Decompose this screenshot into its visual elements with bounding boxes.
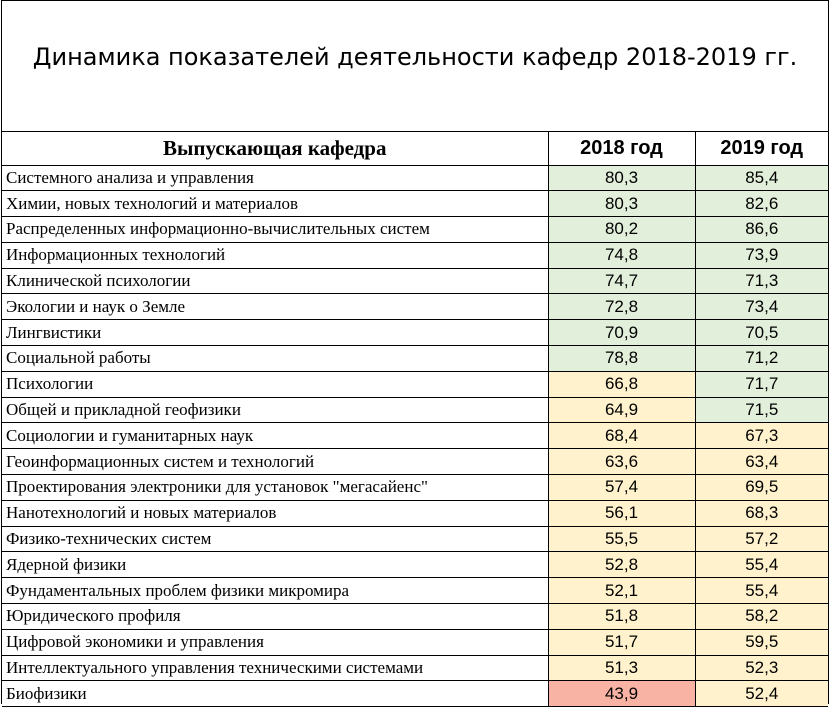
department-name-cell[interactable]: Нанотехнологий и новых материалов	[2, 500, 548, 526]
table-row	[2, 552, 828, 578]
value-2019-cell[interactable]: 73,4	[695, 294, 828, 320]
department-name-cell[interactable]: Геоинформационных систем и технологий	[2, 449, 548, 475]
value-2018-cell[interactable]: 72,8	[548, 294, 695, 320]
value-2019-cell[interactable]: 82,6	[695, 191, 828, 217]
department-name-cell[interactable]: Лингвистики	[2, 320, 548, 346]
value-2018-cell[interactable]: 57,4	[548, 475, 695, 501]
header-2019[interactable]: 2019 год	[695, 132, 828, 165]
table-row	[2, 346, 828, 372]
table-body	[2, 165, 828, 707]
table-row	[2, 191, 828, 217]
value-2018-cell[interactable]: 56,1	[548, 500, 695, 526]
value-2019-cell[interactable]: 68,3	[695, 500, 828, 526]
value-2019-cell[interactable]: 52,4	[695, 681, 828, 707]
value-2019-cell[interactable]: 71,3	[695, 268, 828, 294]
value-2018-cell[interactable]: 64,9	[548, 397, 695, 423]
value-2018-cell[interactable]: 80,2	[548, 217, 695, 243]
value-2019-cell[interactable]: 73,9	[695, 242, 828, 268]
value-2018-cell[interactable]: 66,8	[548, 371, 695, 397]
department-name-cell[interactable]: Юридического профиля	[2, 604, 548, 630]
table-row	[2, 371, 828, 397]
table-row	[2, 397, 828, 423]
value-2018-cell[interactable]: 43,9	[548, 681, 695, 707]
table-row	[2, 604, 828, 630]
value-2018-cell[interactable]: 74,7	[548, 268, 695, 294]
value-2018-cell[interactable]: 63,6	[548, 449, 695, 475]
department-name-cell[interactable]: Интеллектуального управления техническими системами	[2, 655, 548, 681]
table-row	[2, 423, 828, 449]
value-2018-cell[interactable]: 51,8	[548, 604, 695, 630]
department-name-cell[interactable]: Клинической психологии	[2, 268, 548, 294]
value-2019-cell[interactable]: 63,4	[695, 449, 828, 475]
table-row	[2, 500, 828, 526]
value-2019-cell[interactable]: 59,5	[695, 629, 828, 655]
table-row	[2, 681, 828, 707]
department-name-cell[interactable]: Психологии	[2, 371, 548, 397]
table-row	[2, 320, 828, 346]
department-name-cell[interactable]: Экологии и наук о Земле	[2, 294, 548, 320]
value-2019-cell[interactable]: 67,3	[695, 423, 828, 449]
value-2018-cell[interactable]: 78,8	[548, 346, 695, 372]
value-2019-cell[interactable]: 69,5	[695, 475, 828, 501]
table-row	[2, 526, 828, 552]
value-2019-cell[interactable]: 52,3	[695, 655, 828, 681]
title-cell[interactable]	[2, 1, 828, 132]
table-row	[2, 268, 828, 294]
table-row	[2, 242, 828, 268]
value-2019-cell[interactable]: 55,4	[695, 552, 828, 578]
department-name-cell[interactable]: Химии, новых технологий и материалов	[2, 191, 548, 217]
department-name-cell[interactable]: Системного анализа и управления	[2, 165, 548, 191]
value-2019-cell[interactable]: 71,2	[695, 346, 828, 372]
value-2018-cell[interactable]: 52,1	[548, 578, 695, 604]
department-name-cell[interactable]: Цифровой экономики и управления	[2, 629, 548, 655]
value-2019-cell[interactable]: 86,6	[695, 217, 828, 243]
department-name-cell[interactable]: Физико-технических систем	[2, 526, 548, 552]
value-2018-cell[interactable]: 80,3	[548, 191, 695, 217]
value-2019-cell[interactable]: 85,4	[695, 165, 828, 191]
value-2018-cell[interactable]: 70,9	[548, 320, 695, 346]
table-row	[2, 578, 828, 604]
table-row	[2, 217, 828, 243]
table-row	[2, 629, 828, 655]
department-name-cell[interactable]: Общей и прикладной геофизики	[2, 397, 548, 423]
value-2018-cell[interactable]: 80,3	[548, 165, 695, 191]
department-name-cell[interactable]: Социологии и гуманитарных наук	[2, 423, 548, 449]
department-name-cell[interactable]: Информационных технологий	[2, 242, 548, 268]
value-2019-cell[interactable]: 58,2	[695, 604, 828, 630]
table-row	[2, 475, 828, 501]
department-name-cell[interactable]: Фундаментальных проблем физики микромира	[2, 578, 548, 604]
value-2019-cell[interactable]: 55,4	[695, 578, 828, 604]
value-2019-cell[interactable]: 71,5	[695, 397, 828, 423]
header-2018[interactable]: 2018 год	[548, 132, 695, 165]
page-title: Динамика показателей деятельности кафедр 2018-2019 гг.	[32, 43, 798, 71]
department-name-cell[interactable]: Биофизики	[2, 681, 548, 707]
value-2019-cell[interactable]: 71,7	[695, 371, 828, 397]
department-name-cell[interactable]: Проектирования электроники для установок "мегасайенс"	[2, 475, 548, 501]
value-2019-cell[interactable]: 70,5	[695, 320, 828, 346]
value-2018-cell[interactable]: 74,8	[548, 242, 695, 268]
value-2018-cell[interactable]: 51,3	[548, 655, 695, 681]
value-2018-cell[interactable]: 68,4	[548, 423, 695, 449]
table-row	[2, 655, 828, 681]
value-2018-cell[interactable]: 52,8	[548, 552, 695, 578]
department-name-cell[interactable]: Социальной работы	[2, 346, 548, 372]
table-row	[2, 165, 828, 191]
value-2019-cell[interactable]: 57,2	[695, 526, 828, 552]
department-name-cell[interactable]: Ядерной физики	[2, 552, 548, 578]
header-row	[2, 132, 828, 165]
header-department[interactable]: Выпускающая кафедра	[2, 132, 548, 165]
table-row	[2, 294, 828, 320]
table-row	[2, 449, 828, 475]
value-2018-cell[interactable]: 51,7	[548, 629, 695, 655]
department-name-cell[interactable]: Распределенных информационно-вычислительных систем	[2, 217, 548, 243]
spreadsheet-sheet	[1, 0, 829, 704]
value-2018-cell[interactable]: 55,5	[548, 526, 695, 552]
departments-table	[2, 132, 828, 707]
